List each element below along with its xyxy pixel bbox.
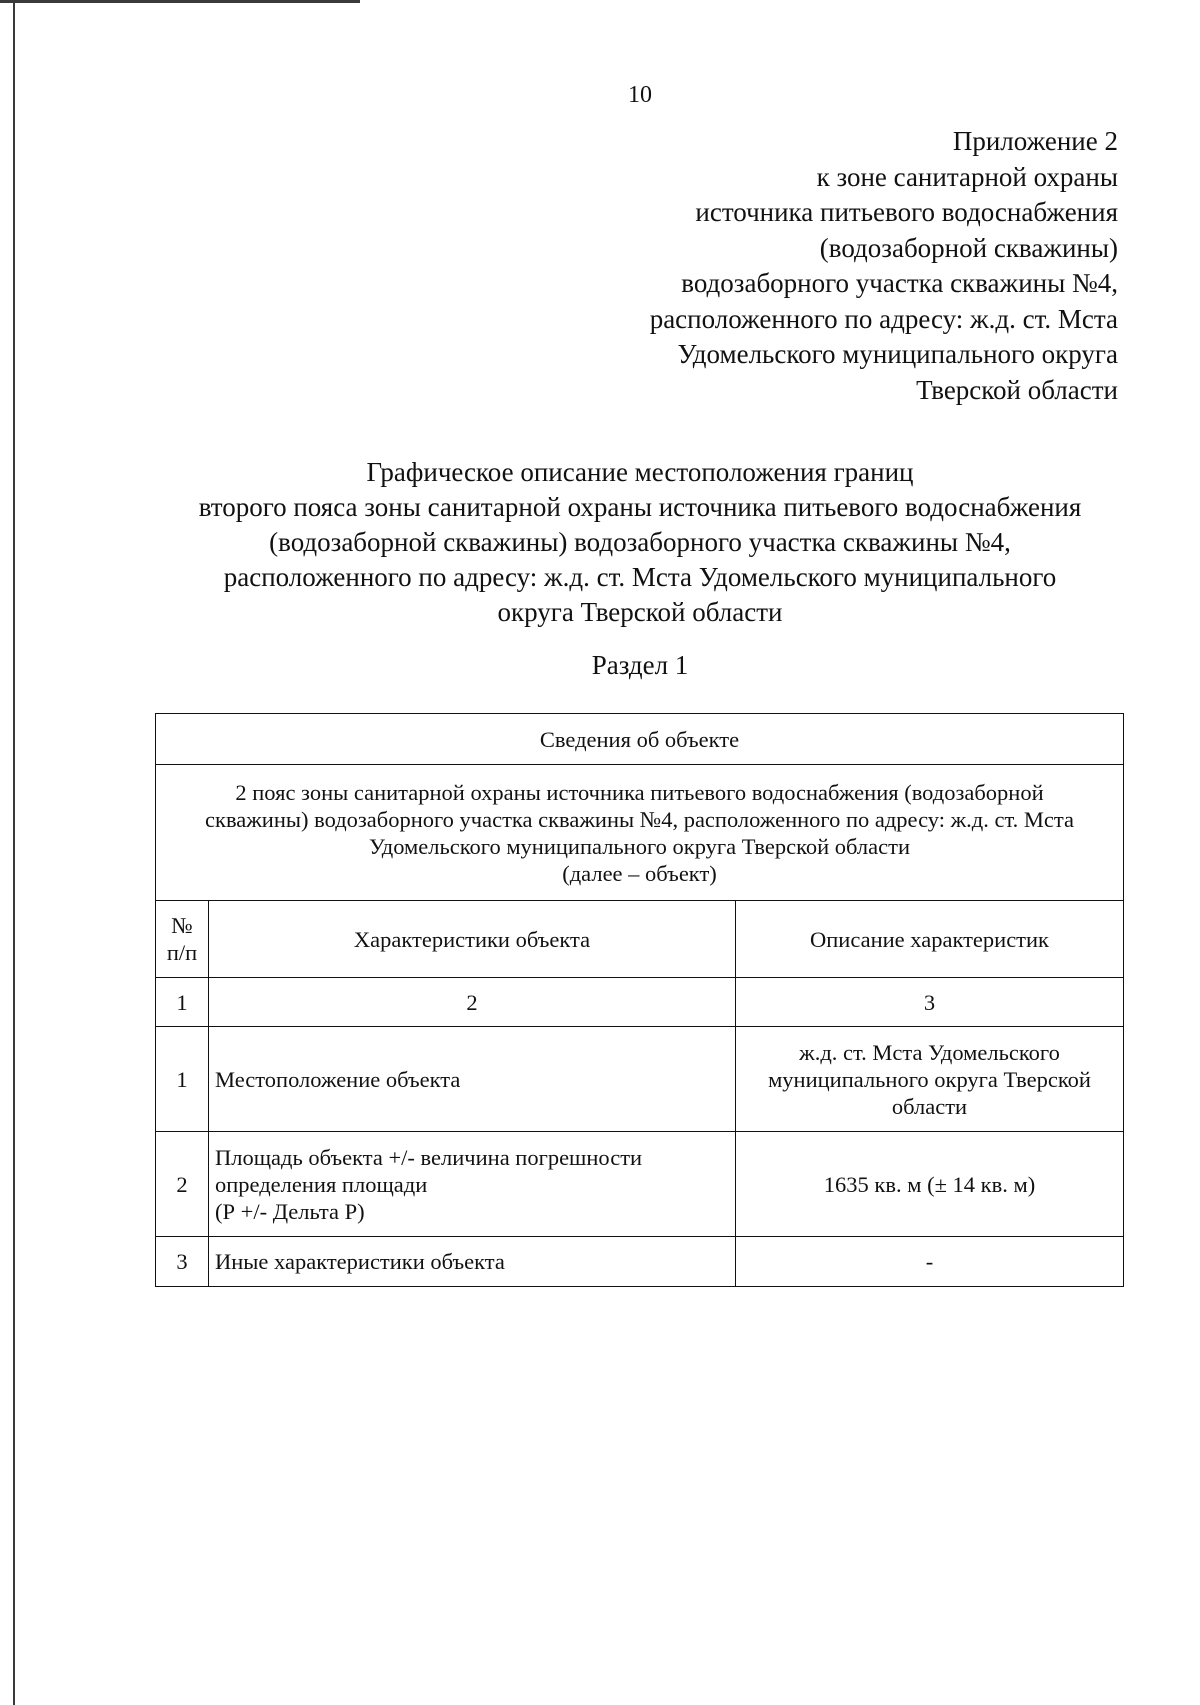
column-header-num-line: № [171,913,193,938]
value-line: области [891,1093,968,1119]
appendix-line: водозаборного участка скважины №4, [681,268,1118,298]
column-number: 2 [209,978,736,1027]
table-row [156,1132,1124,1237]
column-header-num-line: п/п [166,940,198,965]
appendix-line: расположенного по адресу: ж.д. ст. Мста [649,303,1118,334]
row-characteristic [209,1132,736,1237]
characteristic-line: Площадь объекта +/- величина погрешности [215,1144,643,1170]
table-header-row [156,714,1124,765]
table-row [156,1237,1124,1287]
description-line: скважины) водозаборного участка скважины №4, расположенного по адресу: ж.д. ст. Мста [205,806,1074,832]
column-number: 1 [156,978,209,1027]
row-num: 3 [156,1237,209,1287]
value-line: - [925,1249,934,1274]
value-line: муниципального округа Тверской [768,1066,1091,1092]
description-line: Удомельского муниципального округа Тверской области [368,833,910,859]
row-value [736,1027,1124,1132]
row-num: 2 [156,1132,209,1237]
title-line: расположенного по адресу: ж.д. ст. Мста Удомельского муниципального [223,562,1057,592]
object-info-table [155,713,1124,1287]
object-description-row [156,765,1124,901]
row-characteristic [209,1237,736,1287]
section-title: Раздел 1 [591,650,689,680]
column-header-row [156,901,1124,978]
table-header-cell: Сведения об объекте [156,714,1124,765]
value-line: ж.д. ст. Мста Удомельского [799,1039,1060,1065]
row-num: 1 [156,1027,209,1132]
title-line: округа Тверской области [497,597,783,627]
characteristic-line: Местоположение объекта [215,1066,461,1092]
scan-edge-top [0,0,360,3]
characteristic-line: Иные характеристики объекта [215,1249,505,1274]
column-header-num [156,901,209,978]
column-number: 3 [736,978,1124,1027]
row-characteristic [209,1027,736,1132]
scan-edge-left [13,0,15,1705]
appendix-line: Приложение 2 [952,126,1118,156]
title-line: (водозаборной скважины) водозаборного участка скважины №4, [269,527,1011,557]
description-line: 2 пояс зоны санитарной охраны источника питьевого водоснабжения (водозаборной [235,779,1044,805]
characteristic-line: определения площади [215,1171,428,1197]
column-header-description: Описание характеристик [736,901,1124,978]
description-line: (далее – объект) [562,860,717,886]
characteristic-line: (Р +/- Дельта Р) [215,1198,365,1224]
column-header-characteristics: Характеристики объекта [209,901,736,978]
appendix-header [650,124,1118,408]
title-line: Графическое описание местоположения границ [366,457,914,487]
table-row [156,1027,1124,1132]
title-line: второго пояса зоны санитарной охраны источника питьевого водоснабжения [198,492,1082,522]
column-number-row [156,978,1124,1027]
appendix-line: Удомельского муниципального округа [677,339,1118,369]
row-value [736,1132,1124,1237]
page-number: 10 [628,82,652,108]
appendix-line: Тверской области [916,374,1118,405]
value-line: 1635 кв. м (± 14 кв. м) [823,1171,1036,1197]
document-title [150,455,1130,630]
appendix-line: источника питьевого водоснабжения [695,197,1118,227]
appendix-line: (водозаборной скважины) [819,232,1118,263]
object-description-cell [156,765,1124,901]
row-value [736,1237,1124,1287]
appendix-line: к зоне санитарной охраны [816,161,1118,192]
